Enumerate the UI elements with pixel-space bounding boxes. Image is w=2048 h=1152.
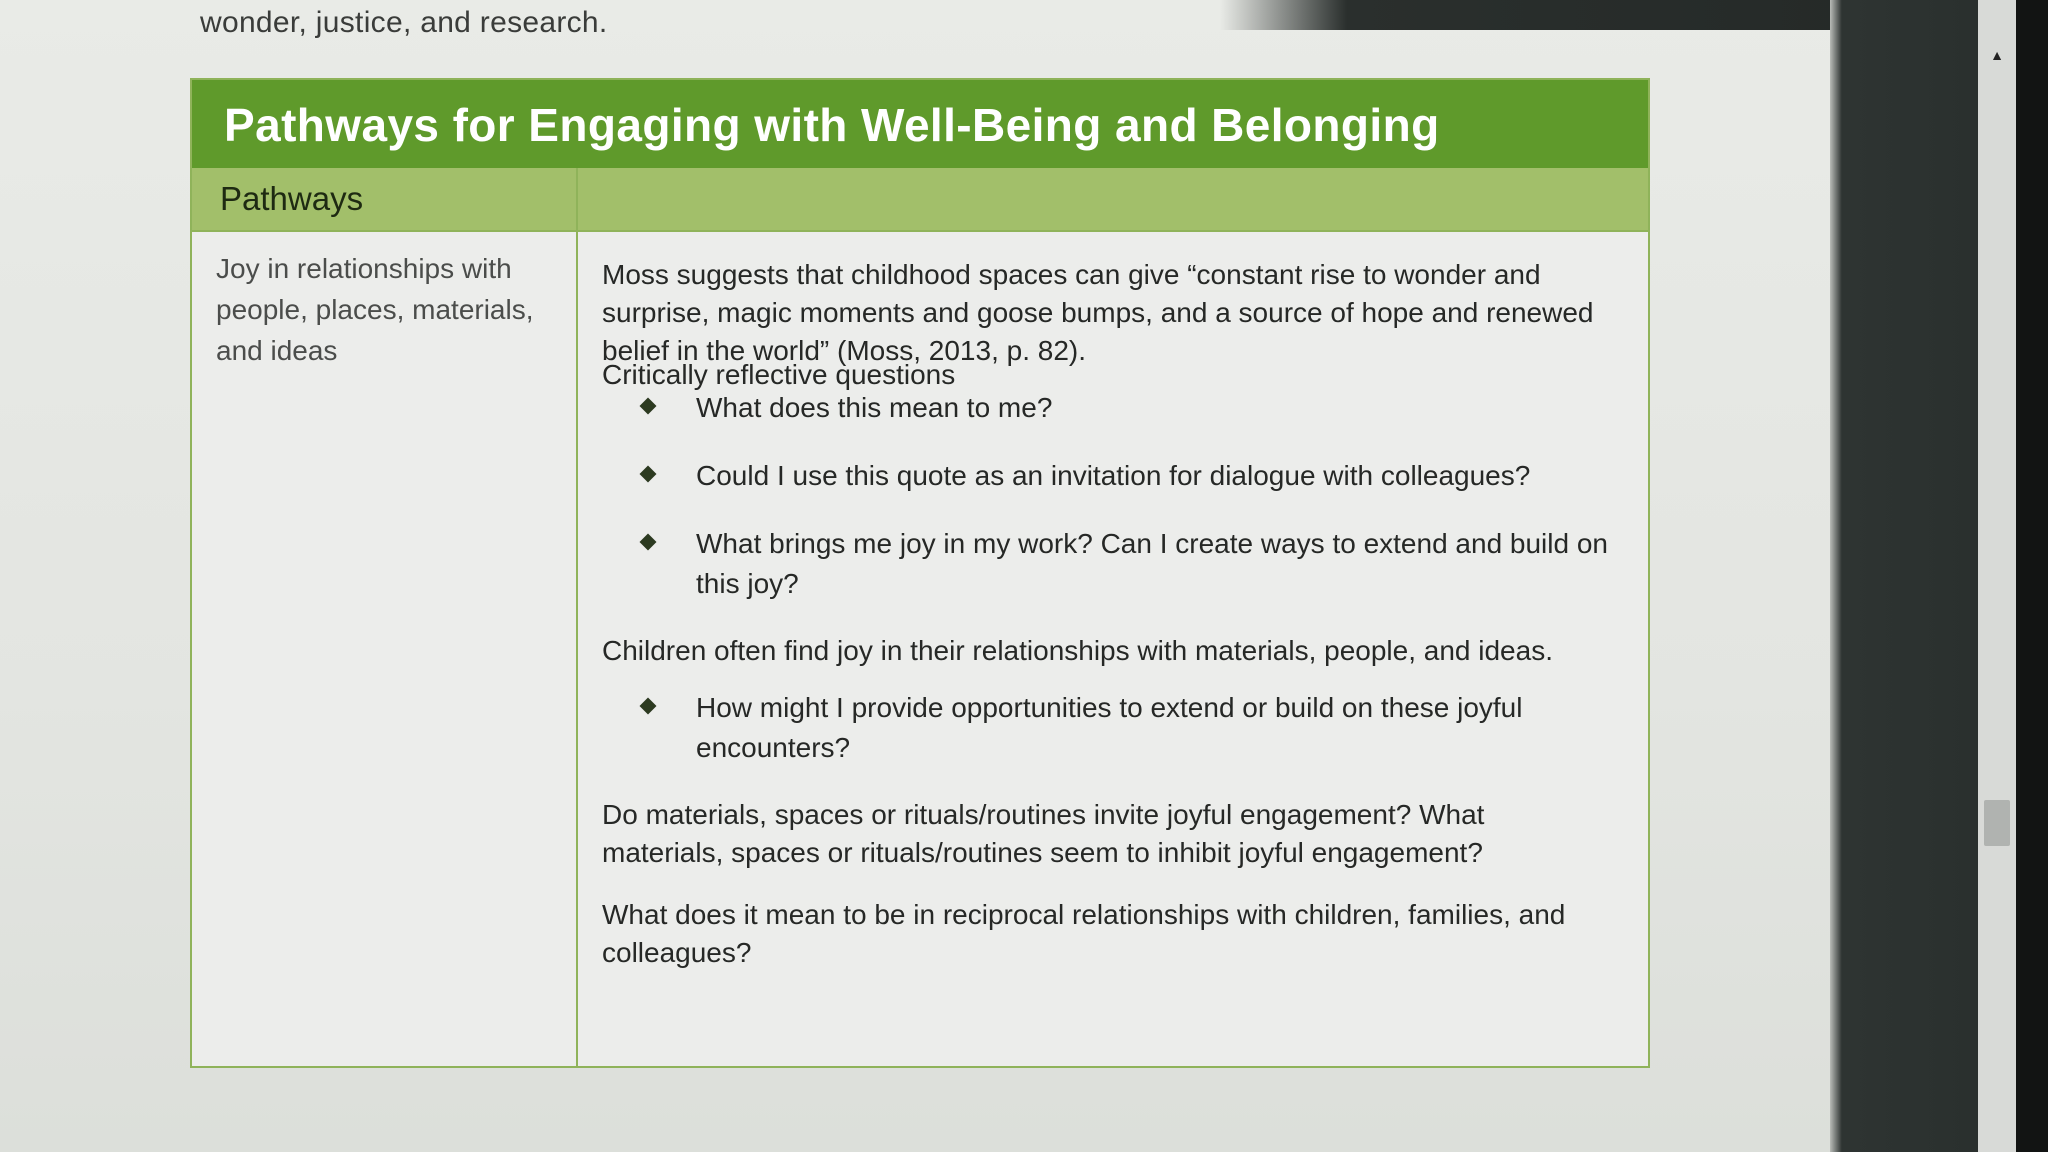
table-title: Pathways for Engaging with Well-Being and Belonging: [224, 99, 1440, 151]
reciprocal-paragraph: What does it mean to be in reciprocal relationships with children, families, and colleagues?: [602, 899, 1566, 968]
table-title-bar: [192, 80, 1648, 168]
bullet-text: How might I provide opportunities to extend or build on these joyful encounters?: [696, 692, 1523, 763]
intro-text: wonder, justice, and research.: [200, 6, 608, 39]
bullet-text: Could I use this quote as an invitation for dialogue with colleagues?: [696, 460, 1531, 491]
column-divider: [576, 168, 578, 1068]
window-side-panel: [1830, 0, 1978, 1152]
list-item: [602, 388, 1612, 428]
pathway-cell: Joy in relationships with people, places, materials, and ideas: [216, 253, 534, 366]
bullet-diamond-icon: [640, 534, 657, 551]
scrollbar-thumb[interactable]: [1984, 800, 2010, 846]
bullet-list-1: [602, 388, 1612, 604]
page-top-shadow: [1220, 0, 1855, 30]
list-item: [602, 524, 1612, 604]
pathways-table: [190, 78, 1650, 1068]
list-item: [602, 688, 1612, 768]
header-questions: Critically reflective questions: [602, 359, 956, 390]
materials-paragraph: Do materials, spaces or rituals/routines invite joyful engagement? What materials, spaces or rituals/routines seem to inhibit joyful engagement?: [602, 799, 1485, 868]
screen-edge: [2016, 0, 2048, 1152]
list-item: [602, 456, 1612, 496]
bullet-diamond-icon: [640, 466, 657, 483]
bullet-diamond-icon: [640, 398, 657, 415]
quote-paragraph: Moss suggests that childhood spaces can give “constant rise to wonder and surprise, magic moments and goose bumps, and a source of hope and renewed belief in the world” (Moss, 2013, p. 82).: [602, 259, 1594, 366]
bullet-text: What brings me joy in my work? Can I create ways to extend and build on this joy?: [696, 528, 1608, 599]
bullet-diamond-icon: [640, 698, 657, 715]
vertical-scrollbar[interactable]: [1978, 0, 2016, 1152]
questions-cell: [602, 256, 1612, 990]
header-pathways: Pathways: [220, 180, 364, 217]
triangle-up-icon[interactable]: ▲: [1990, 47, 2004, 63]
bullet-list-2: [602, 688, 1612, 768]
children-paragraph: Children often find joy in their relationships with materials, people, and ideas.: [602, 635, 1553, 666]
bullet-text: What does this mean to me?: [696, 392, 1053, 423]
